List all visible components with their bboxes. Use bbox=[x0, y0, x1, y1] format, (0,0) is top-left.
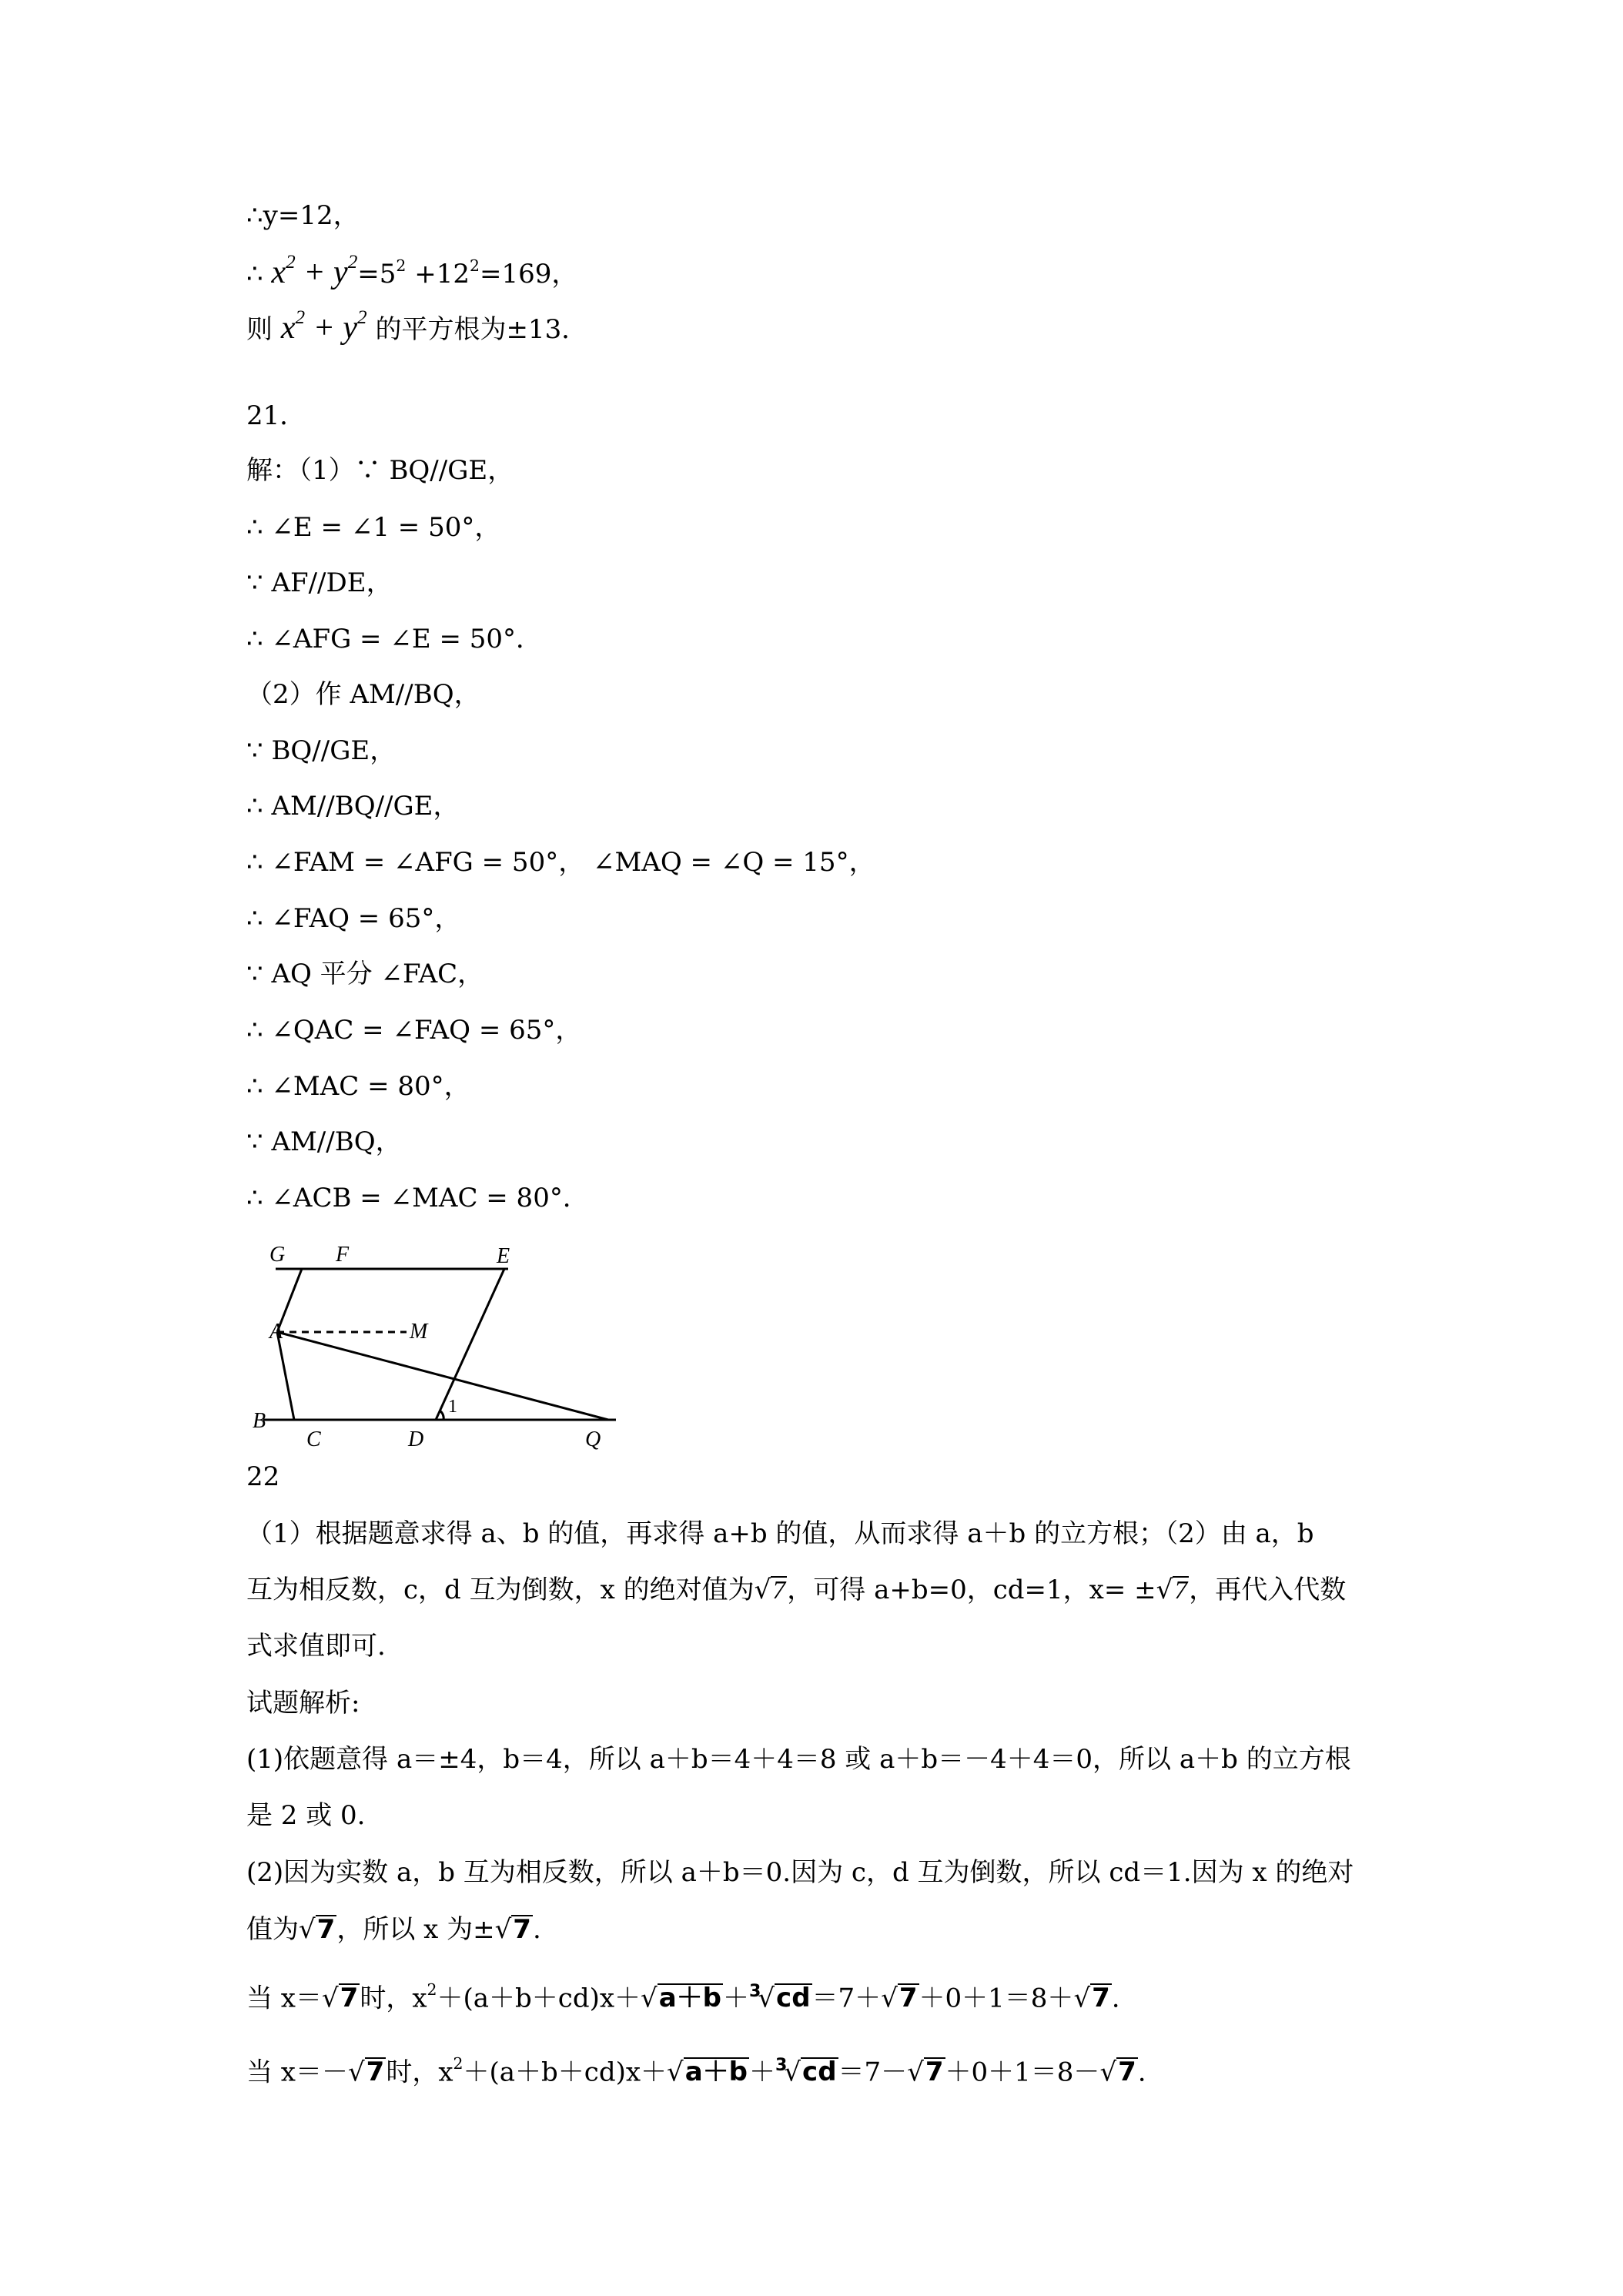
label-g: G bbox=[269, 1243, 286, 1267]
solution-step-13: ∵ AM//BQ， bbox=[246, 1126, 402, 1157]
line-y-equals-12: ∴y=12， bbox=[246, 200, 360, 231]
geometry-figure bbox=[246, 1240, 616, 1459]
solution-step-9: ∴ ∠FAQ = 65°， bbox=[246, 903, 461, 934]
solution-part-1-line-1: (1)依题意得 a＝±4，b＝4，所以 a＋b＝4＋4＝8 或 a＋b＝－4＋4＝0，所以 a＋b 的立方根 bbox=[246, 1744, 1351, 1775]
label-e: E bbox=[497, 1244, 510, 1268]
solution-step-8: ∴ ∠FAM = ∠AFG = 50°， ∠MAQ = ∠Q = 15°， bbox=[246, 847, 875, 878]
label-a: A bbox=[269, 1320, 283, 1344]
label-d: D bbox=[408, 1427, 424, 1451]
label-b: B bbox=[253, 1409, 266, 1433]
solution-step-4: ∴ ∠AFG = ∠E = 50°． bbox=[246, 624, 543, 654]
analysis-line-3: 式求值即可. bbox=[246, 1631, 386, 1662]
solution-step-1: 解：（1）∵ BQ//GE， bbox=[246, 455, 514, 486]
line-square-root: 则 $x^2 + y^2$ 的平方根为±13． bbox=[246, 307, 588, 346]
solution-step-6: ∵ BQ//GE， bbox=[246, 735, 397, 766]
analysis-line-1: （1）根据题意求得 a、b 的值，再求得 a+b 的值，从而求得 a＋b 的立方根；（2）由 a，b bbox=[246, 1518, 1314, 1549]
segment-ac bbox=[277, 1332, 294, 1420]
solution-step-2: ∴ ∠E = ∠1 = 50°， bbox=[246, 512, 501, 543]
math-x2-y2: $x^2 + y^2$ bbox=[271, 252, 358, 290]
solution-part-1-line-2: 是 2 或 0. bbox=[246, 1800, 366, 1831]
label-c: C bbox=[306, 1427, 321, 1451]
solution-step-12: ∴ ∠MAC = 80°， bbox=[246, 1071, 470, 1102]
segment-ed bbox=[436, 1269, 504, 1420]
question-22-label: 22 bbox=[246, 1461, 280, 1492]
solution-step-7: ∴ AM//BQ//GE， bbox=[246, 791, 460, 822]
analysis-line-2: 互为相反数，c，d 互为倒数，x 的绝对值为√7，可得 a+b=0，cd=1，x= ±√7，再代入代数 bbox=[246, 1575, 1347, 1605]
label-m: M bbox=[410, 1320, 428, 1344]
math-5-12: $5^2 +12^2$ bbox=[379, 256, 480, 290]
solution-case-negative: 当 x＝－√7时，$x^2+(a+b+cd)x+√a+b+^3√cd=7-√7+0+1=8-√7$. bbox=[246, 2053, 1146, 2088]
solution-case-positive: 当 x＝√7时，$x^2+(a+b+cd)x+√a+b+^3√cd=7+√7+0+1=8+√7$. bbox=[246, 1980, 1120, 2014]
solution-step-10: ∵ AQ 平分 ∠FAC， bbox=[246, 959, 484, 989]
label-angle-1: 1 bbox=[448, 1397, 457, 1417]
label-f: F bbox=[336, 1243, 350, 1267]
solution-step-3: ∵ AF//DE， bbox=[246, 567, 393, 598]
angle-1-arc bbox=[440, 1411, 443, 1420]
solution-part-2-line-1: (2)因为实数 a，b 互为相反数，所以 a＋b＝0.因为 c，d 互为倒数，所以 cd＝1.因为 x 的绝对 bbox=[246, 1857, 1354, 1888]
solution-step-5: （2）作 AM//BQ， bbox=[246, 679, 480, 710]
question-21-label: 21． bbox=[246, 400, 306, 431]
label-q: Q bbox=[585, 1427, 601, 1451]
line-sum-of-squares: ∴ $x^2 + y^2=5^2 +12^2=169$， bbox=[246, 252, 578, 290]
solution-part-2-line-2: 值为√7，所以 x 为±√7. bbox=[246, 1914, 541, 1945]
solution-step-14: ∴ ∠ACB = ∠MAC = 80°． bbox=[246, 1183, 589, 1213]
solution-heading: 试题解析: bbox=[246, 1688, 360, 1719]
solution-step-11: ∴ ∠QAC = ∠FAQ = 65°， bbox=[246, 1015, 582, 1046]
